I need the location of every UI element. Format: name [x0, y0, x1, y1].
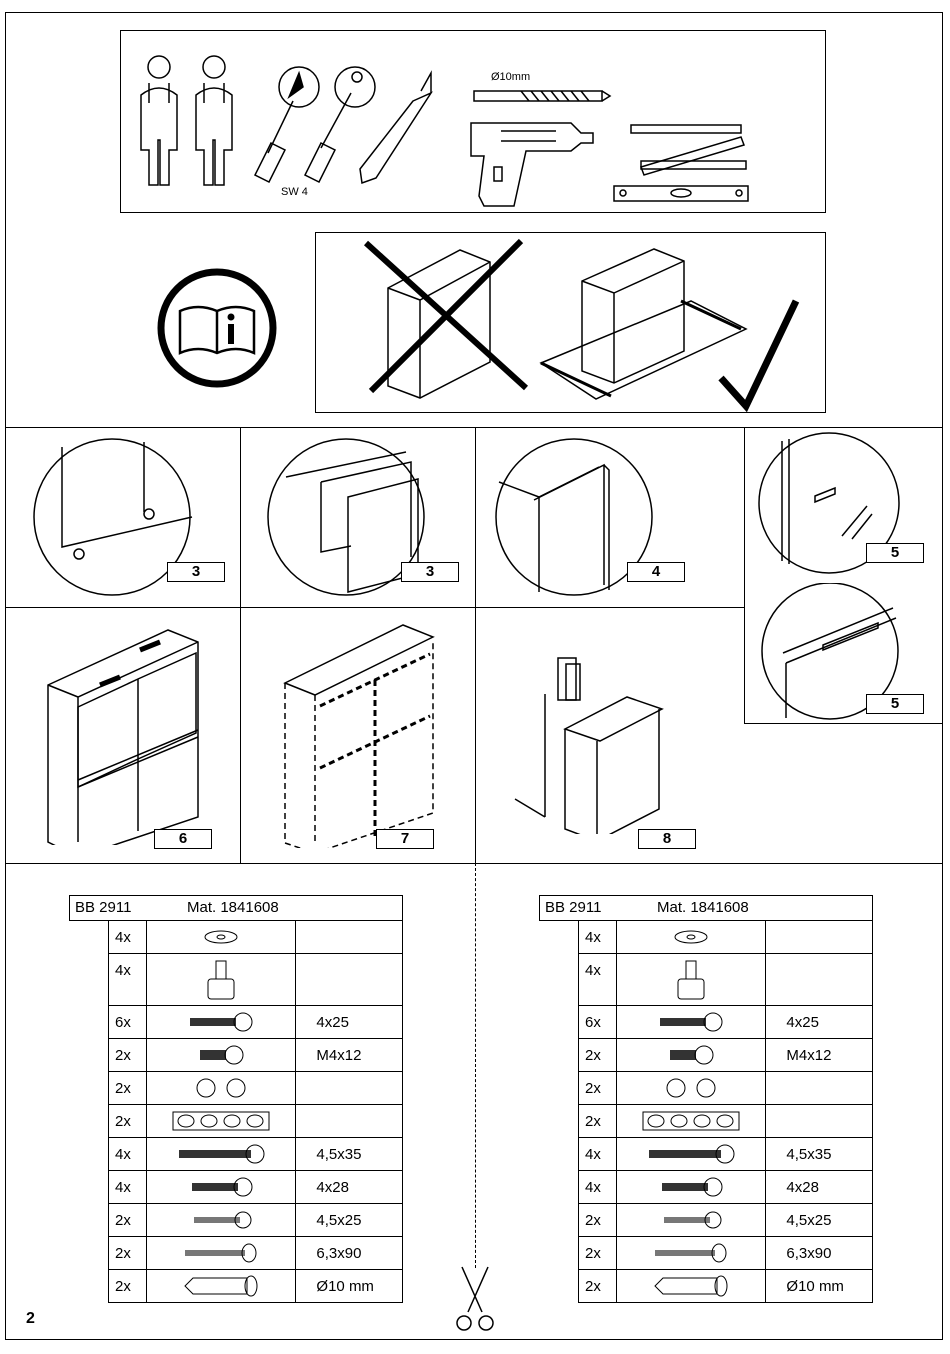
part-icon-cell — [146, 1171, 295, 1204]
page-number: 2 — [26, 1310, 35, 1327]
pencil-icon — [360, 73, 431, 183]
table-row — [579, 1204, 873, 1237]
table-row — [579, 1006, 873, 1039]
parts-table — [108, 920, 403, 1303]
material-number: Mat. 1841608 — [187, 899, 279, 916]
part-icon-cell — [616, 1072, 765, 1105]
parts-list-header — [539, 895, 873, 921]
leveling-foot-icon — [671, 957, 711, 1003]
part-icon-cell — [146, 1006, 295, 1039]
drill-diameter-label: Ø10mm — [491, 71, 531, 83]
long-screw-icon — [181, 1242, 261, 1264]
quantity-cell: 6x — [579, 1006, 617, 1039]
quantity-cell: 2x — [109, 1270, 147, 1303]
size-cell: 4x25 — [766, 1006, 873, 1039]
size-cell — [296, 954, 403, 1006]
cam-icon — [191, 1076, 251, 1100]
wall-plug-icon — [649, 1274, 733, 1298]
quantity-cell: 2x — [579, 1270, 617, 1303]
table-row — [579, 1237, 873, 1270]
size-cell — [766, 1105, 873, 1138]
part-icon-cell — [616, 1006, 765, 1039]
step-number: 4 — [627, 562, 685, 582]
size-cell — [766, 954, 873, 1006]
table-row — [109, 954, 403, 1006]
screw-icon — [188, 1176, 254, 1198]
size-cell — [296, 1105, 403, 1138]
part-icon-cell — [616, 954, 765, 1006]
table-row — [579, 1171, 873, 1204]
person-icon — [141, 56, 177, 185]
part-icon-cell — [146, 1072, 295, 1105]
table-row — [109, 1237, 403, 1270]
table-row — [579, 921, 873, 954]
table-row — [579, 1138, 873, 1171]
read-instructions-icon — [155, 266, 279, 390]
part-icon-cell — [146, 1270, 295, 1303]
screw-icon — [658, 1176, 724, 1198]
table-row — [579, 954, 873, 1006]
article-code: BB 2911 — [545, 899, 602, 916]
leveling-foot-icon — [201, 957, 241, 1003]
quantity-cell: 2x — [579, 1072, 617, 1105]
part-icon-cell — [616, 1138, 765, 1171]
part-icon-cell — [146, 1237, 295, 1270]
table-row — [109, 921, 403, 954]
scissors-icon — [452, 1265, 498, 1335]
size-cell: 4,5x25 — [296, 1204, 403, 1237]
part-icon-cell — [146, 1039, 295, 1072]
parts-list-header — [69, 895, 403, 921]
part-icon-cell — [146, 1138, 295, 1171]
article-code: BB 2911 — [75, 899, 132, 916]
size-cell: 4,5x35 — [766, 1138, 873, 1171]
washer-icon — [671, 927, 711, 947]
part-icon-cell — [616, 1105, 765, 1138]
quantity-cell: 2x — [109, 1237, 147, 1270]
size-cell: 4x25 — [296, 1006, 403, 1039]
bumper-strip-icon — [171, 1110, 271, 1132]
table-row — [109, 1270, 403, 1303]
quantity-cell: 6x — [109, 1006, 147, 1039]
size-cell — [766, 921, 873, 954]
step-number: 3 — [401, 562, 459, 582]
size-cell: Ø10 mm — [766, 1270, 873, 1303]
quantity-cell: 2x — [109, 1105, 147, 1138]
part-icon-cell — [146, 921, 295, 954]
part-icon-cell — [616, 921, 765, 954]
folding-rule-icon — [631, 125, 746, 175]
tools-illustration — [121, 31, 827, 214]
quantity-cell: 4x — [579, 954, 617, 1006]
screw-icon — [658, 1209, 724, 1231]
size-cell: 6,3x90 — [766, 1237, 873, 1270]
long-screw-icon — [651, 1242, 731, 1264]
bumper-strip-icon — [641, 1110, 741, 1132]
screw-icon — [645, 1143, 737, 1165]
material-number: Mat. 1841608 — [657, 899, 749, 916]
screw-icon — [188, 1209, 254, 1231]
table-row — [109, 1105, 403, 1138]
table-row — [109, 1039, 403, 1072]
table-row — [579, 1105, 873, 1138]
table-row — [109, 1204, 403, 1237]
step-number: 6 — [154, 829, 212, 849]
quantity-cell: 4x — [109, 1171, 147, 1204]
table-row — [579, 1270, 873, 1303]
table-row — [109, 1171, 403, 1204]
screw-icon — [196, 1044, 246, 1066]
size-cell — [766, 1072, 873, 1105]
step-6-cabinet-illustration — [40, 625, 240, 845]
quantity-cell: 4x — [579, 1171, 617, 1204]
size-cell: M4x12 — [296, 1039, 403, 1072]
table-row — [109, 1138, 403, 1171]
part-icon-cell — [616, 1204, 765, 1237]
quantity-cell: 4x — [109, 921, 147, 954]
quantity-cell: 2x — [579, 1204, 617, 1237]
size-cell: 4,5x35 — [296, 1138, 403, 1171]
quantity-cell: 2x — [579, 1039, 617, 1072]
washer-icon — [201, 927, 241, 947]
part-icon-cell — [616, 1270, 765, 1303]
part-icon-cell — [146, 1105, 295, 1138]
part-icon-cell — [616, 1237, 765, 1270]
table-row — [579, 1039, 873, 1072]
step-number: 3 — [167, 562, 225, 582]
wall-plug-icon — [179, 1274, 263, 1298]
step-8-wall-mount-illustration — [510, 654, 670, 834]
part-icon-cell — [616, 1039, 765, 1072]
step-7-cabinet-illustration — [280, 618, 440, 848]
size-cell: 4x28 — [766, 1171, 873, 1204]
step-number: 7 — [376, 829, 434, 849]
screwdriver-icon — [305, 67, 375, 182]
floor-protection-box — [315, 232, 826, 413]
part-icon-cell — [146, 1204, 295, 1237]
part-icon-cell — [616, 1171, 765, 1204]
table-row — [579, 1072, 873, 1105]
screw-icon — [656, 1011, 726, 1033]
cam-icon — [661, 1076, 721, 1100]
spirit-level-icon — [614, 186, 748, 201]
wrench-size-label: SW 4 — [281, 186, 308, 198]
floor-protection-illustration — [316, 233, 827, 414]
size-cell — [296, 1072, 403, 1105]
table-row — [109, 1006, 403, 1039]
quantity-cell: 4x — [109, 1138, 147, 1171]
quantity-cell: 2x — [109, 1204, 147, 1237]
size-cell: M4x12 — [766, 1039, 873, 1072]
parts-table — [578, 920, 873, 1303]
quantity-cell: 2x — [109, 1039, 147, 1072]
size-cell: 6,3x90 — [296, 1237, 403, 1270]
screw-icon — [666, 1044, 716, 1066]
step-number: 5 — [866, 694, 924, 714]
screw-icon — [175, 1143, 267, 1165]
part-icon-cell — [146, 954, 295, 1006]
person-icon — [196, 56, 232, 185]
power-drill-icon — [471, 123, 593, 206]
quantity-cell: 4x — [579, 921, 617, 954]
size-cell — [296, 921, 403, 954]
drill-bit-icon — [474, 91, 610, 101]
step-number: 8 — [638, 829, 696, 849]
tools-box — [120, 30, 826, 213]
step-number: 5 — [866, 543, 924, 563]
size-cell: 4x28 — [296, 1171, 403, 1204]
size-cell: 4,5x25 — [766, 1204, 873, 1237]
size-cell: Ø10 mm — [296, 1270, 403, 1303]
quantity-cell: 2x — [579, 1105, 617, 1138]
screw-icon — [186, 1011, 256, 1033]
table-row — [109, 1072, 403, 1105]
quantity-cell: 2x — [579, 1237, 617, 1270]
quantity-cell: 4x — [109, 954, 147, 1006]
quantity-cell: 4x — [579, 1138, 617, 1171]
quantity-cell: 2x — [109, 1072, 147, 1105]
